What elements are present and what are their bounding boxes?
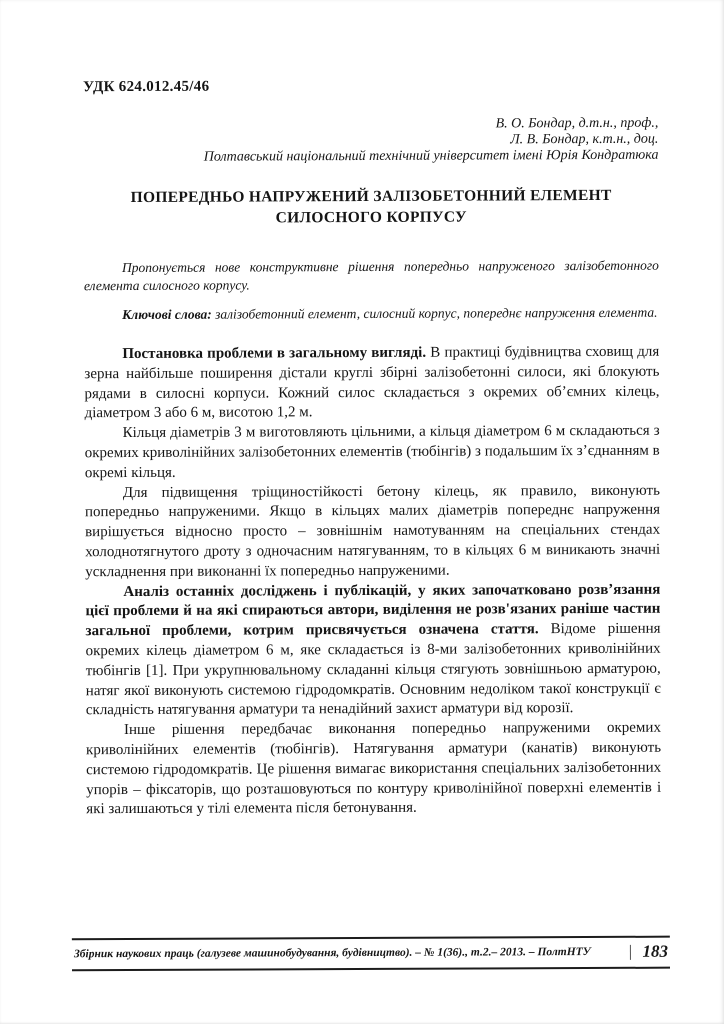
author-line-2: Л. В. Бондар, к.т.н., доц. — [510, 131, 659, 148]
page-footer — [72, 936, 670, 972]
paragraph-text: Відоме рішення окремих кілець діаметром 6 м, яке складається із 8-ми залізобетонних криволінійних тюбінгів [1]. При укрупнювальному складанні кільця стягують зовнішньою арматурою, натяг якої виконують системою гідродомкратів. Основним недоліком такої конструкції є складність натягування арматури та ненадійний захист арматури від корозії. — [85, 620, 661, 719]
title-line-2: СИЛОСНОГО КОРПУСУ — [275, 208, 467, 227]
author-block — [83, 116, 658, 167]
paragraph-text: Інше рішення передбачає виконання попередньо напруженими окремих криволінійних елементів (тюбінгів). Натягування арматури (канатів) виконують системою гідродомкратів. Це рішення вимагає використання спеціальних залізобетонних упорів – фіксаторів, що розташовуються по контуру криволінійної поверхні елементів і які залишаються у тілі елемента після бетонування. — [86, 719, 662, 818]
udc-code: УДК 624.012.45/46 — [83, 78, 210, 96]
paragraph-text: Для підвищення тріщиностійкості бетону кілець, як правило, виконують попередньо напруженими. Якщо в кільцях малих діаметрів попереднє напруження вирішується відносно просто – зовнішнім намотуванням на спеціальних стендах холоднотягнутого дроту з одночасним натягуванням, то в кільцях 6 м виникають значні ускладнення при виконанні їх попередньо напруженими. — [84, 482, 661, 580]
article-title — [84, 185, 659, 230]
paragraph-lead: Постановка проблеми в загальному вигляді. — [122, 344, 427, 363]
paragraph-text: В практиці будівництва сховищ для зерна найбільше поширення дістали круглі збірні залізобетонні силоси, які блокують рядами в силосні корпуси. Кожний силос складається з окремих об’ємних кілець, діаметром 3 або 6 м, висотою 1,2 м. — [84, 343, 660, 422]
keywords-text: залізобетонний елемент, силосний корпус, попереднє напруження елемента. — [211, 304, 658, 322]
abstract-text: Пропонується нове конструктивне рішення попередньо напруженого залізобетонного елемента силосного корпусу. — [83, 257, 659, 294]
title-line-1: ПОПЕРЕДНЬО НАПРУЖЕНИЙ ЗАЛІЗОБЕТОННИЙ ЕЛЕМЕНТ — [130, 186, 612, 207]
footer-journal-info: Збірник наукових праць (галузеве машинобудування, будівництво). – № 1(36)., т.2.– 2013. – ПолтНТУ — [73, 945, 591, 960]
body-paragraph — [85, 580, 661, 721]
keywords-label: Ключові слова: — [122, 306, 212, 323]
keywords-line — [84, 304, 659, 325]
body-paragraph — [84, 343, 659, 425]
footer-divider — [629, 944, 630, 959]
article-body — [84, 343, 661, 821]
body-paragraph — [86, 719, 661, 820]
institution-line: Полтавський національний технічний університет імені Юрія Кондратюка — [203, 147, 659, 165]
page-number: 183 — [642, 941, 668, 961]
author-line-1: В. О. Бондар, д.т.н., проф., — [495, 115, 659, 132]
paragraph-lead: Аналіз останніх досліджень і публікацій, у яких започатковано розв’язання цієї проблеми й на які спираються автори, виділення не розв'язаних раніше частин загальної проблеми, котрим присвячується означена стаття. — [85, 581, 661, 640]
article-content — [83, 77, 661, 821]
body-paragraph — [85, 422, 660, 484]
body-paragraph — [85, 481, 660, 582]
paragraph-text: Кільця діаметрів 3 м виготовляють цільними, а кільця діаметром 6 м складаються з окремих криволінійних залізобетонних елементів (тюбінгів) з подальшим їх з’єднанням в окремі кільця. — [84, 422, 660, 481]
